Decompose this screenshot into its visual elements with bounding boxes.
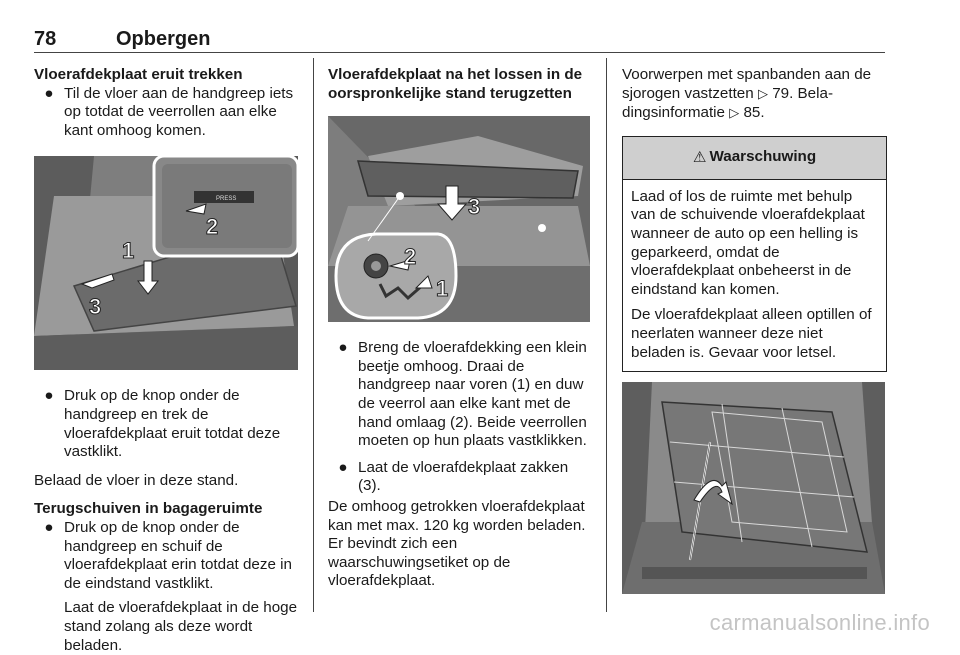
- bullet-item: [34, 85, 298, 141]
- warning-body: [623, 180, 886, 371]
- bullet-icon: ●: [338, 339, 348, 357]
- page-reference[interactable]: 85: [743, 104, 761, 122]
- bullet-item: [34, 519, 298, 593]
- figure-label: 3: [468, 194, 481, 220]
- bullet-icon: ●: [338, 458, 348, 476]
- text: Voorwerpen met spanbanden aan de sjorogen vastzetten: [622, 66, 872, 102]
- arrow-icon: ▷: [757, 86, 768, 102]
- paragraph: [622, 66, 887, 124]
- section-heading: Vloerafdekplaat eruit trekken: [34, 66, 243, 83]
- bullet-icon: ●: [44, 387, 54, 405]
- warning-header: [623, 137, 886, 180]
- bullet-text: Til de vloer aan de handgreep iets op totdat de veerrollen aan elke kant omhoog komen.: [64, 84, 294, 139]
- bullet-text: Druk op de knop onder de handgreep en trek de vloerafdekplaat eruit totdat deze vastklikt.: [64, 387, 281, 461]
- page-reference[interactable]: 79: [772, 84, 790, 102]
- figure-label: 3: [89, 294, 102, 320]
- column-2: [328, 66, 590, 591]
- arrow-icon: ▷: [729, 106, 740, 122]
- page-title: Opbergen: [116, 28, 211, 50]
- bullet-icon: ●: [44, 518, 54, 536]
- warning-icon: ⚠: [692, 148, 707, 167]
- bullet-icon: ●: [44, 84, 54, 102]
- warning-title: Waarschuwing: [709, 148, 817, 166]
- column-1: [34, 66, 298, 655]
- section-heading: Terugschuiven in bagageruimte: [34, 500, 263, 518]
- figure-label: 2: [206, 214, 219, 240]
- bullet-item: [328, 459, 590, 496]
- bullet-text: Breng de vloerafdekking een klein beetje omhoog. Draai de handgreep naar voren (1) en duw de veerrol aan elke kant met de hand omlaag (2). Beide veerrollen moeten op hun plaats vastklikken.: [358, 339, 587, 450]
- paragraph: Belaad de vloer in deze stand.: [34, 471, 239, 489]
- figure-return-cover: [328, 116, 590, 322]
- bullet-item: [34, 387, 298, 461]
- figure-raised-cover: [622, 382, 885, 594]
- page-number: 78: [34, 28, 57, 50]
- column-divider: [606, 58, 607, 612]
- figure-label: 2: [404, 244, 417, 270]
- figure-pull-out-cover: [34, 156, 298, 370]
- bullet-text: Laat de vloerafdekplaat zakken (3).: [358, 458, 569, 495]
- warning-text: De vloerafdekplaat alleen optillen of neerlaten wanneer deze niet beladen is. Gevaar voor letsel.: [631, 306, 872, 361]
- figure-label: 1: [436, 276, 449, 302]
- warning-text: Laad of los de ruimte met behulp van de schuivende vloerafdekplaat wanneer de auto op een helling is geparkeerd, omdat de vloerafdekplaat onbeheerst in de eindstand kan komen.: [631, 187, 865, 298]
- watermark: carmanualsonline.info: [709, 610, 930, 635]
- paragraph: De omhoog getrokken vloerafdekplaat kan met max. 120 kg worden beladen. Er bevindt zich een waarschuwingsetiket op de vloerafdekplaat.: [328, 497, 586, 590]
- page-header: [34, 26, 885, 53]
- text: .: [760, 104, 765, 122]
- column-3: [622, 66, 887, 594]
- bullet-item: [328, 339, 590, 451]
- column-divider: [313, 58, 314, 612]
- bullet-text: Druk op de knop onder de handgreep en schuif de vloerafdekplaat erin totdat deze in de eindstand vastklikt.: [64, 518, 292, 592]
- warning-box: [622, 136, 887, 372]
- text: . Beladingsinformatie: [622, 84, 833, 122]
- section-heading: Vloerafdekplaat na het lossen in de oorspronkelijke stand terugzetten: [328, 66, 583, 102]
- paragraph: Laat de vloerafdekplaat in de hoge stand zolang als deze wordt beladen.: [64, 599, 298, 654]
- figure-label: 1: [122, 238, 135, 264]
- press-sign: PRESS: [216, 196, 237, 203]
